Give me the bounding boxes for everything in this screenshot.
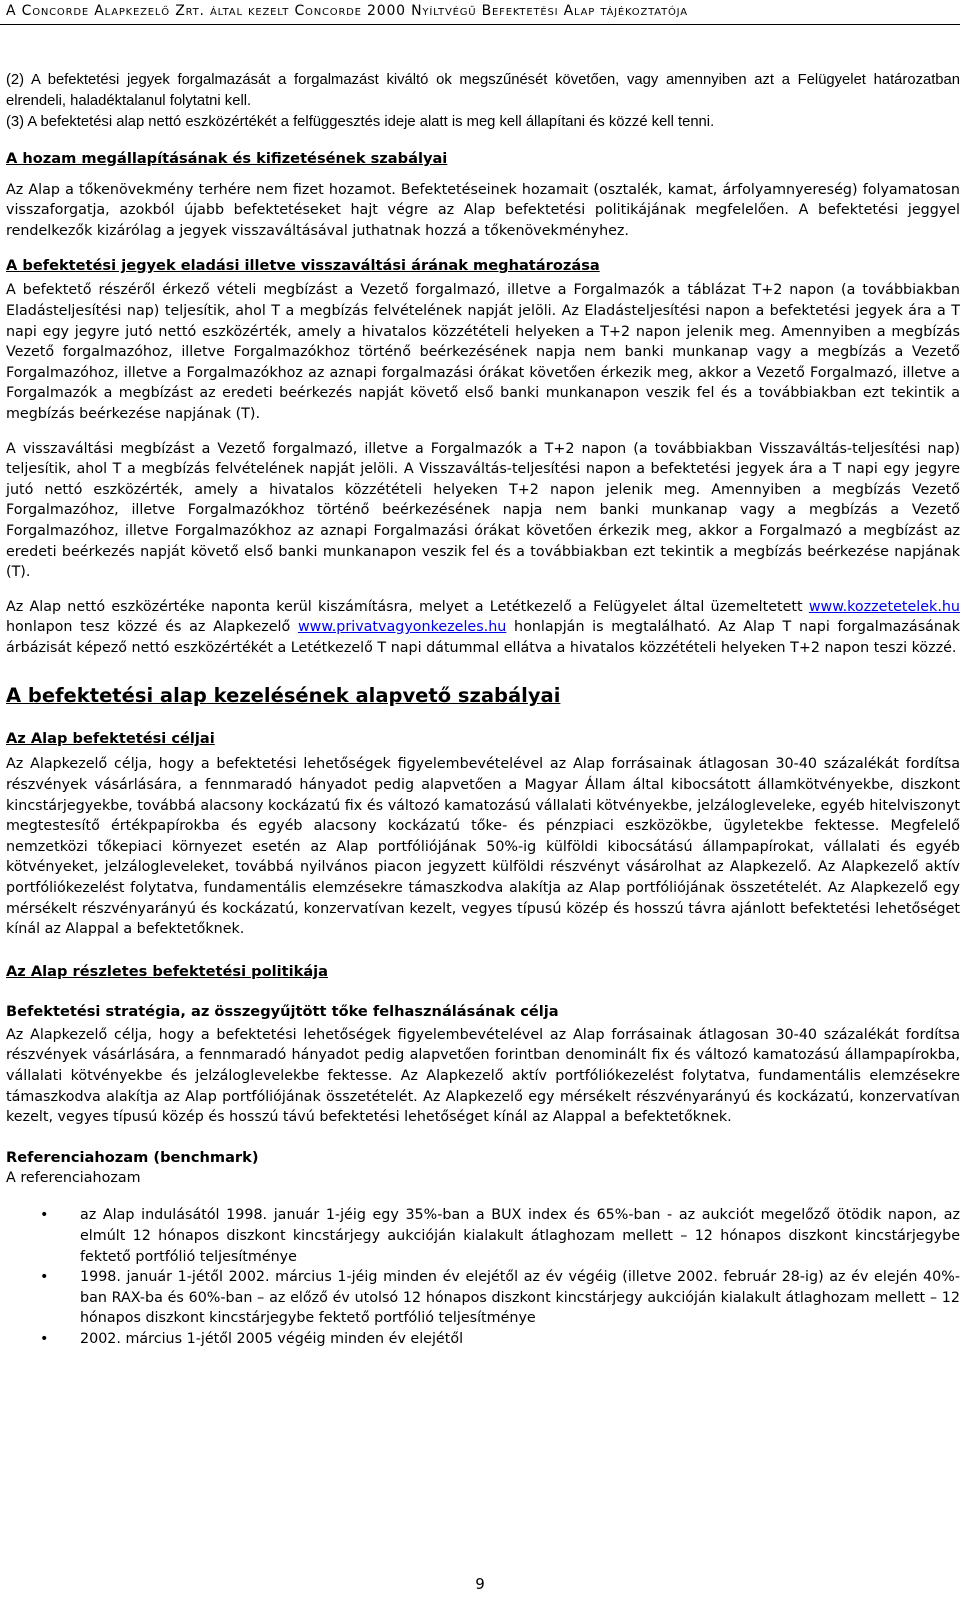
bullet-icon: •: [40, 1269, 49, 1286]
policy-heading: Az Alap részletes befektetési politikája: [6, 962, 329, 980]
list-item: [6, 1267, 960, 1329]
yield-rules-heading: A hozam megállapításának és kifizetésének szabályai: [6, 149, 448, 167]
benchmark-list: [6, 1205, 960, 1349]
kozzetetelek-link[interactable]: www.kozzetetelek.hu: [808, 598, 960, 615]
page-header: [0, 0, 960, 25]
suspension-paragraph-3: (3) A befektetési alap nettó eszközértékét a felfüggesztés ideje alatt is meg kell állapítani és közzé kell tenni.: [6, 114, 715, 131]
goals-heading: Az Alap befektetési céljai: [6, 730, 215, 748]
benchmark-item-text: az Alap indulásától 1998. január 1-jéig egy 35%-ban a BUX index és 65%-ban - az aukciót megelőző ötödik napon, az elmúlt 12 hónapos diszkont kincstárjegy aukcióján kialakult átlaghozam mellett – 12 hónapos diszkont kincstárjegybe fektető portfólió teljesítménye: [80, 1207, 960, 1265]
strategy-text: Az Alapkezelő célja, hogy a befektetési lehetőségek figyelembevételével az Alap forrásainak átlagosan 30-40 százalékát fordítsa részvények vásárlására, a fennmaradó hányadot pedig alapvetően forintban denominált fix és változó kamatozású állampapírokba, vállalati kötvényekbe és jelzáloglevelekbe fektesse. Az Alapkezelő aktív portfóliókezelést folytatva, fundamentális elemzésekre támaszkodva alakítja az Alap portfóliójának összetételét. Az Alapkezelő egy mérsékelt részvényarányú és kockázatú, konzervatívan kezelt, vegyes típusú közép és hosszú távú befektetési lehetőséget kínál az Alappal a befektetőknek.: [6, 1026, 960, 1126]
pricing-paragraph-2: A visszaváltási megbízást a Vezető forgalmazó, illetve a Forgalmazók a T+2 napon (a továbbiakban Visszaváltás-teljesítési nap) teljesítik, ahol T a megbízás felvételének napját jelöli. A Visszaváltás-teljesítési napon a befektetési jegyek ára a T napi egy jegyre jutó nettó eszközérték, amely a hivatalos közzétételi helyeken T+2 napon jelenik meg. Amennyiben a megbízás Vezető Forgalmazóhoz, illetve Forgalmazókhoz történő beérkezésének napja nem banki munkanap vagy a megbízás a Vezető Forgalmazóhoz, illetve Forgalmazókhoz az aznapi Forgalmazási órákat követően érkezik meg, akkor a Forgalmazó a megbízást az eredeti beérkezés napját követő első banki munkanapon veszik fel és a továbbiakban ezt tekintik a megbízás beérkezése napjának (T).: [6, 440, 960, 581]
privatvagyonkezeles-link[interactable]: www.privatvagyonkezeles.hu: [297, 619, 507, 636]
bullet-icon: •: [40, 1330, 49, 1347]
benchmark-heading: Referenciahozam (benchmark): [6, 1148, 259, 1166]
strategy-heading: Befektetési stratégia, az összegyűjtött tőke felhasználásának célja: [6, 1002, 559, 1020]
pricing-paragraph-1: A befektető részéről érkező vételi megbízást a Vezető forgalmazó, illetve a Forgalmazók a táblázat T+2 napon (a továbbiakban Eladásteljesítési nap) teljesítik, ahol T a megbízás felvételének napját jelöli. Az Eladásteljesítési napon a befektetési jegyek ára a T napi egy jegyre jutó nettó eszközérték, amely a hivatalos közzétételi helyeken a T+2 napon jelenik meg. Amennyiben a megbízás Vezető forgalmazóhoz, illetve Forgalmazókhoz történő beérkezésének napja nem banki munkanap vagy a megbízás a Vezető Forgalmazóhoz, illetve a Forgalmazókhoz az aznapi forgalmazási órákat követően érkezik meg, akkor a Vezető Forgalmazó, illetve a Forgalmazók a megbízást az eredeti beérkezés napját követő első banki munkanapon veszik fel és a továbbiakban ezt tekintik a megbízás beérkezése napjának (T).: [6, 282, 960, 422]
pricing-paragraph-3-part-b: honlapon tesz közzé és az Alapkezelő: [6, 619, 291, 636]
pricing-paragraph-3: [6, 597, 960, 659]
benchmark-item-text: 2002. március 1-jétől 2005 végéig minden év elejétől: [80, 1330, 464, 1347]
list-item: [6, 1329, 960, 1350]
header-title: A Concorde Alapkezelő Zrt. által kezelt Concorde 2000 Nyíltvégű Befektetési Alap tájékoztatója: [6, 3, 688, 19]
benchmark-item-text: 1998. január 1-jétől 2002. március 1-jéig minden év elejétől az év végéig (illetve 2002. február 28-ig) az év elején 40%-ban RAX-ba és 60%-ban – az előző év utolsó 12 hónapos diszkont kincstárjegy aukcióján kialakult átlaghozam mellett – 12 hónapos diszkont kincstárjegybe fektető portfólió teljesítménye: [80, 1269, 960, 1327]
page-number: 9: [475, 1575, 485, 1593]
pricing-paragraph-3-part-c: honlapján is megtalálható. Az Alap T napi forgalmazásának árbázisát képező nettó eszközértékét a Letétkezelő T napi dátummal ellátva a hivatalos közzétételi helyeken T+2 napon teszi közzé.: [6, 619, 960, 656]
bullet-icon: •: [40, 1207, 49, 1224]
list-item: [6, 1205, 960, 1267]
benchmark-intro: A referenciahozam: [6, 1169, 141, 1186]
page-content: [6, 70, 960, 1350]
goals-text: Az Alapkezelő célja, hogy a befektetési lehetőségek figyelembevételével az Alap forrásainak átlagosan 30-40 százalékát fordítsa részvények vásárlására, a fennmaradó hányadot pedig alapvetően a Magyar Állam által kibocsátott államkötvényekbe, diszkont kincstárjegyekbe, továbbá alacsony kockázatú fix és változó kamatozású vállalati kötvényekbe, jelzálogleveleke, egyéb hitelviszonyt megtestesítő értékpapírokba és egyéb alacsony kockázatú tőke- és pénzpiaci eszközökbe, ügyletekbe fektesse. Megfelelő nemzetközi tőkepiaci környezet esetén az Alap portfóliójának 50%-ig külföldi kibocsátású állampapírokat, vállalati és egyéb kötvényeket, jelzálogleveleket, továbbá nyilvános piacon jegyzett külföldi részvényt vásárolhat az Alapkezelő. Az Alapkezelő aktív portfóliókezelést folytatva, fundamentális elemzésekre támaszkodva alakítja az Alap portfóliójának összetételét. Az Alapkezelő egy mérsékelt részvényarányú és kockázatú, konzervatívan kezelt, vegyes típusú közép és hosszú távra ajánlott befektetési lehetőséget kínál az Alappal a befektetőknek.: [6, 756, 960, 938]
pricing-heading: A befektetési jegyek eladási illetve visszaváltási árának meghatározása: [6, 257, 600, 275]
pricing-paragraph-3-part-a: Az Alap nettó eszközértéke naponta kerül kiszámításra, melyet a Letétkezelő a Felügyelet által üzemeltetett: [6, 598, 803, 615]
suspension-paragraph-2: (2) A befektetési jegyek forgalmazását a forgalmazást kiváltó ok megszűnését követően, vagy amennyiben azt a Felügyelet határozatban elrendeli, haladéktalanul folytatni kell.: [6, 72, 960, 110]
yield-rules-text: Az Alap a tőkenövekmény terhére nem fizet hozamot. Befektetéseinek hozamait (osztalék, kamat, árfolyamnyereség) folyamatosan visszaforgatja, azokból újabb befektetéseket hajt végre az Alap befektetési politikájának megfelelően. A befektetési jeggyel rendelkezők kizárólag a jegyek visszaváltásával juthatnak hozzá a tőkenövekményhez.: [6, 181, 960, 239]
management-heading: A befektetési alap kezelésének alapvető szabályai: [6, 684, 561, 708]
